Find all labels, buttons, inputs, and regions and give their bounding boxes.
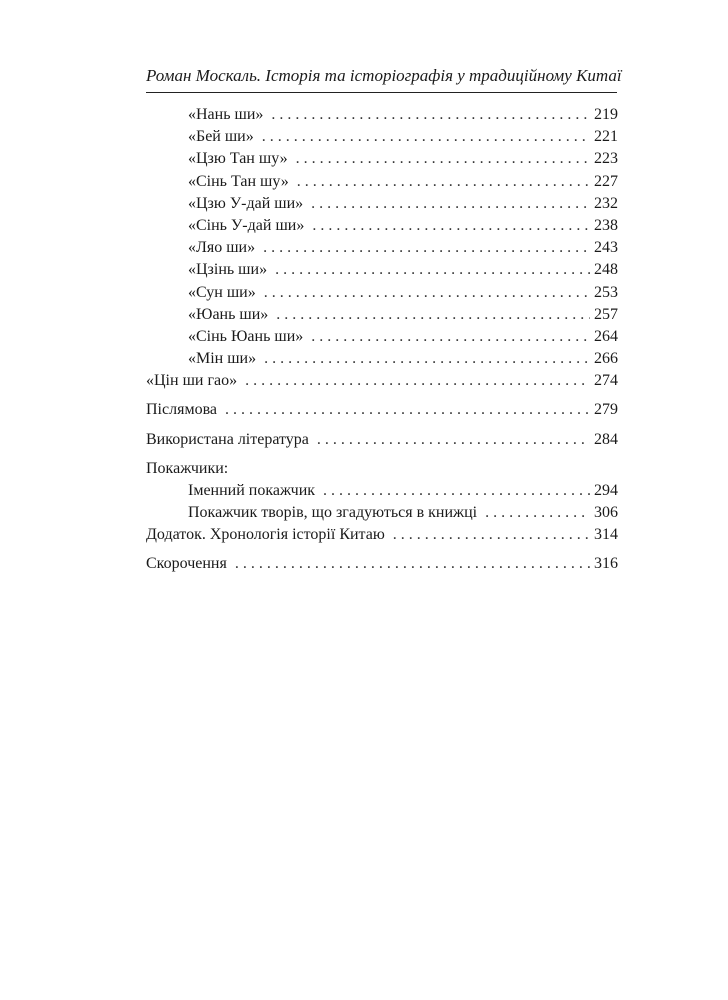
- toc-page-number: 314: [594, 526, 618, 544]
- toc-page-number: 264: [594, 327, 618, 345]
- dot-leader: [263, 237, 590, 259]
- dot-leader: [235, 553, 590, 575]
- running-header: Роман Москаль. Історія та історіографія у традиційному Китаї: [146, 66, 622, 85]
- toc-entry-label: «Юань ши»: [188, 305, 269, 323]
- toc-entry-xin-tang-shu[interactable]: [146, 171, 618, 193]
- toc-entry-label: «Цзю У-дай ши»: [188, 194, 304, 212]
- toc-entry-label: Використана література: [146, 430, 309, 448]
- toc-entry-label: «Нань ши»: [188, 106, 264, 123]
- toc-entry-appendix[interactable]: [146, 524, 618, 546]
- toc-entry-jin-shi[interactable]: [146, 259, 618, 281]
- dot-leader: [393, 524, 590, 546]
- toc-page-number: 257: [594, 305, 618, 323]
- toc-entry-liao-shi[interactable]: [146, 237, 618, 259]
- toc-entry-label: «Цзю Тан шу»: [188, 150, 288, 168]
- toc-page-number: 316: [594, 555, 618, 573]
- dot-leader: [297, 171, 590, 193]
- toc-page-number: 223: [594, 150, 618, 168]
- dot-leader: [296, 148, 590, 170]
- toc-entry-afterword[interactable]: [146, 399, 618, 421]
- toc-page-number: 232: [594, 194, 618, 212]
- toc-entry-xin-yuan-shi[interactable]: [146, 326, 618, 348]
- header-rule: [146, 92, 617, 93]
- toc-entry-label: «Бей ши»: [188, 128, 254, 146]
- dot-leader: [275, 259, 590, 281]
- toc-entry-label: Покажчик творів, що згадуються в книжці: [188, 504, 478, 521]
- dot-leader: [225, 399, 590, 421]
- dot-leader: [276, 304, 590, 326]
- toc-page-number: 279: [594, 401, 618, 419]
- toc-page-number: 294: [594, 481, 618, 499]
- toc-entry-label: «Сун ши»: [188, 283, 256, 301]
- dot-leader: [264, 348, 590, 370]
- toc-page-number: 274: [594, 372, 618, 390]
- toc-entry-label: «Сінь Тан шу»: [188, 172, 289, 190]
- table-of-contents: [146, 104, 618, 576]
- toc-entry-label: «Цін ши гао»: [146, 372, 238, 390]
- toc-page-number: 253: [594, 283, 618, 301]
- toc-entry-abbreviations[interactable]: [146, 553, 618, 575]
- dot-leader: [245, 370, 590, 392]
- toc-entry-label: «Ляо ши»: [188, 239, 256, 257]
- toc-entry-jiu-wudai-shi[interactable]: [146, 193, 618, 215]
- dot-leader: [485, 502, 590, 524]
- toc-entry-nan-shi[interactable]: [146, 104, 618, 126]
- dot-leader: [317, 429, 590, 451]
- dot-leader: [271, 104, 590, 126]
- toc-entry-xin-wudai-shi[interactable]: [146, 215, 618, 237]
- dot-leader: [311, 326, 590, 348]
- toc-entry-jiu-tang-shu[interactable]: [146, 148, 618, 170]
- toc-entry-name-index[interactable]: [146, 480, 618, 502]
- toc-page-number: 266: [594, 350, 618, 368]
- toc-entry-label: «Цзінь ши»: [188, 261, 268, 279]
- toc-entry-ming-shi[interactable]: [146, 348, 618, 370]
- dot-leader: [323, 480, 590, 502]
- toc-page-number: 248: [594, 261, 618, 279]
- dot-leader: [264, 282, 590, 304]
- toc-entry-bei-shi[interactable]: [146, 126, 618, 148]
- toc-page-number: 238: [594, 216, 618, 234]
- toc-page-number: 219: [594, 106, 618, 123]
- toc-page-number: 284: [594, 430, 618, 448]
- dot-leader: [312, 215, 590, 237]
- dot-leader: [311, 193, 590, 215]
- toc-entry-yuan-shi[interactable]: [146, 304, 618, 326]
- toc-entry-label: «Сінь У-дай ши»: [188, 216, 305, 234]
- toc-entry-song-shi[interactable]: [146, 282, 618, 304]
- toc-page-number: 221: [594, 128, 618, 146]
- toc-page-number: 227: [594, 172, 618, 190]
- toc-entry-label: Скорочення: [146, 555, 227, 573]
- dot-leader: [262, 126, 590, 148]
- toc-entry-label: Післямова: [146, 401, 218, 419]
- toc-entry-works-index[interactable]: [146, 502, 618, 524]
- toc-entry-qing-shi-gao[interactable]: [146, 370, 618, 392]
- toc-entry-label: Іменний покажчик: [188, 481, 316, 499]
- toc-entry-label: «Мін ши»: [188, 350, 257, 368]
- toc-page-number: 306: [594, 504, 618, 521]
- toc-indexes-heading: Покажчики:: [146, 459, 229, 477]
- toc-entry-label: «Сінь Юань ши»: [188, 327, 304, 345]
- toc-entry-literature[interactable]: [146, 429, 618, 451]
- toc-page-number: 243: [594, 239, 618, 257]
- toc-entry-label: Додаток. Хронологія історії Китаю: [146, 526, 385, 544]
